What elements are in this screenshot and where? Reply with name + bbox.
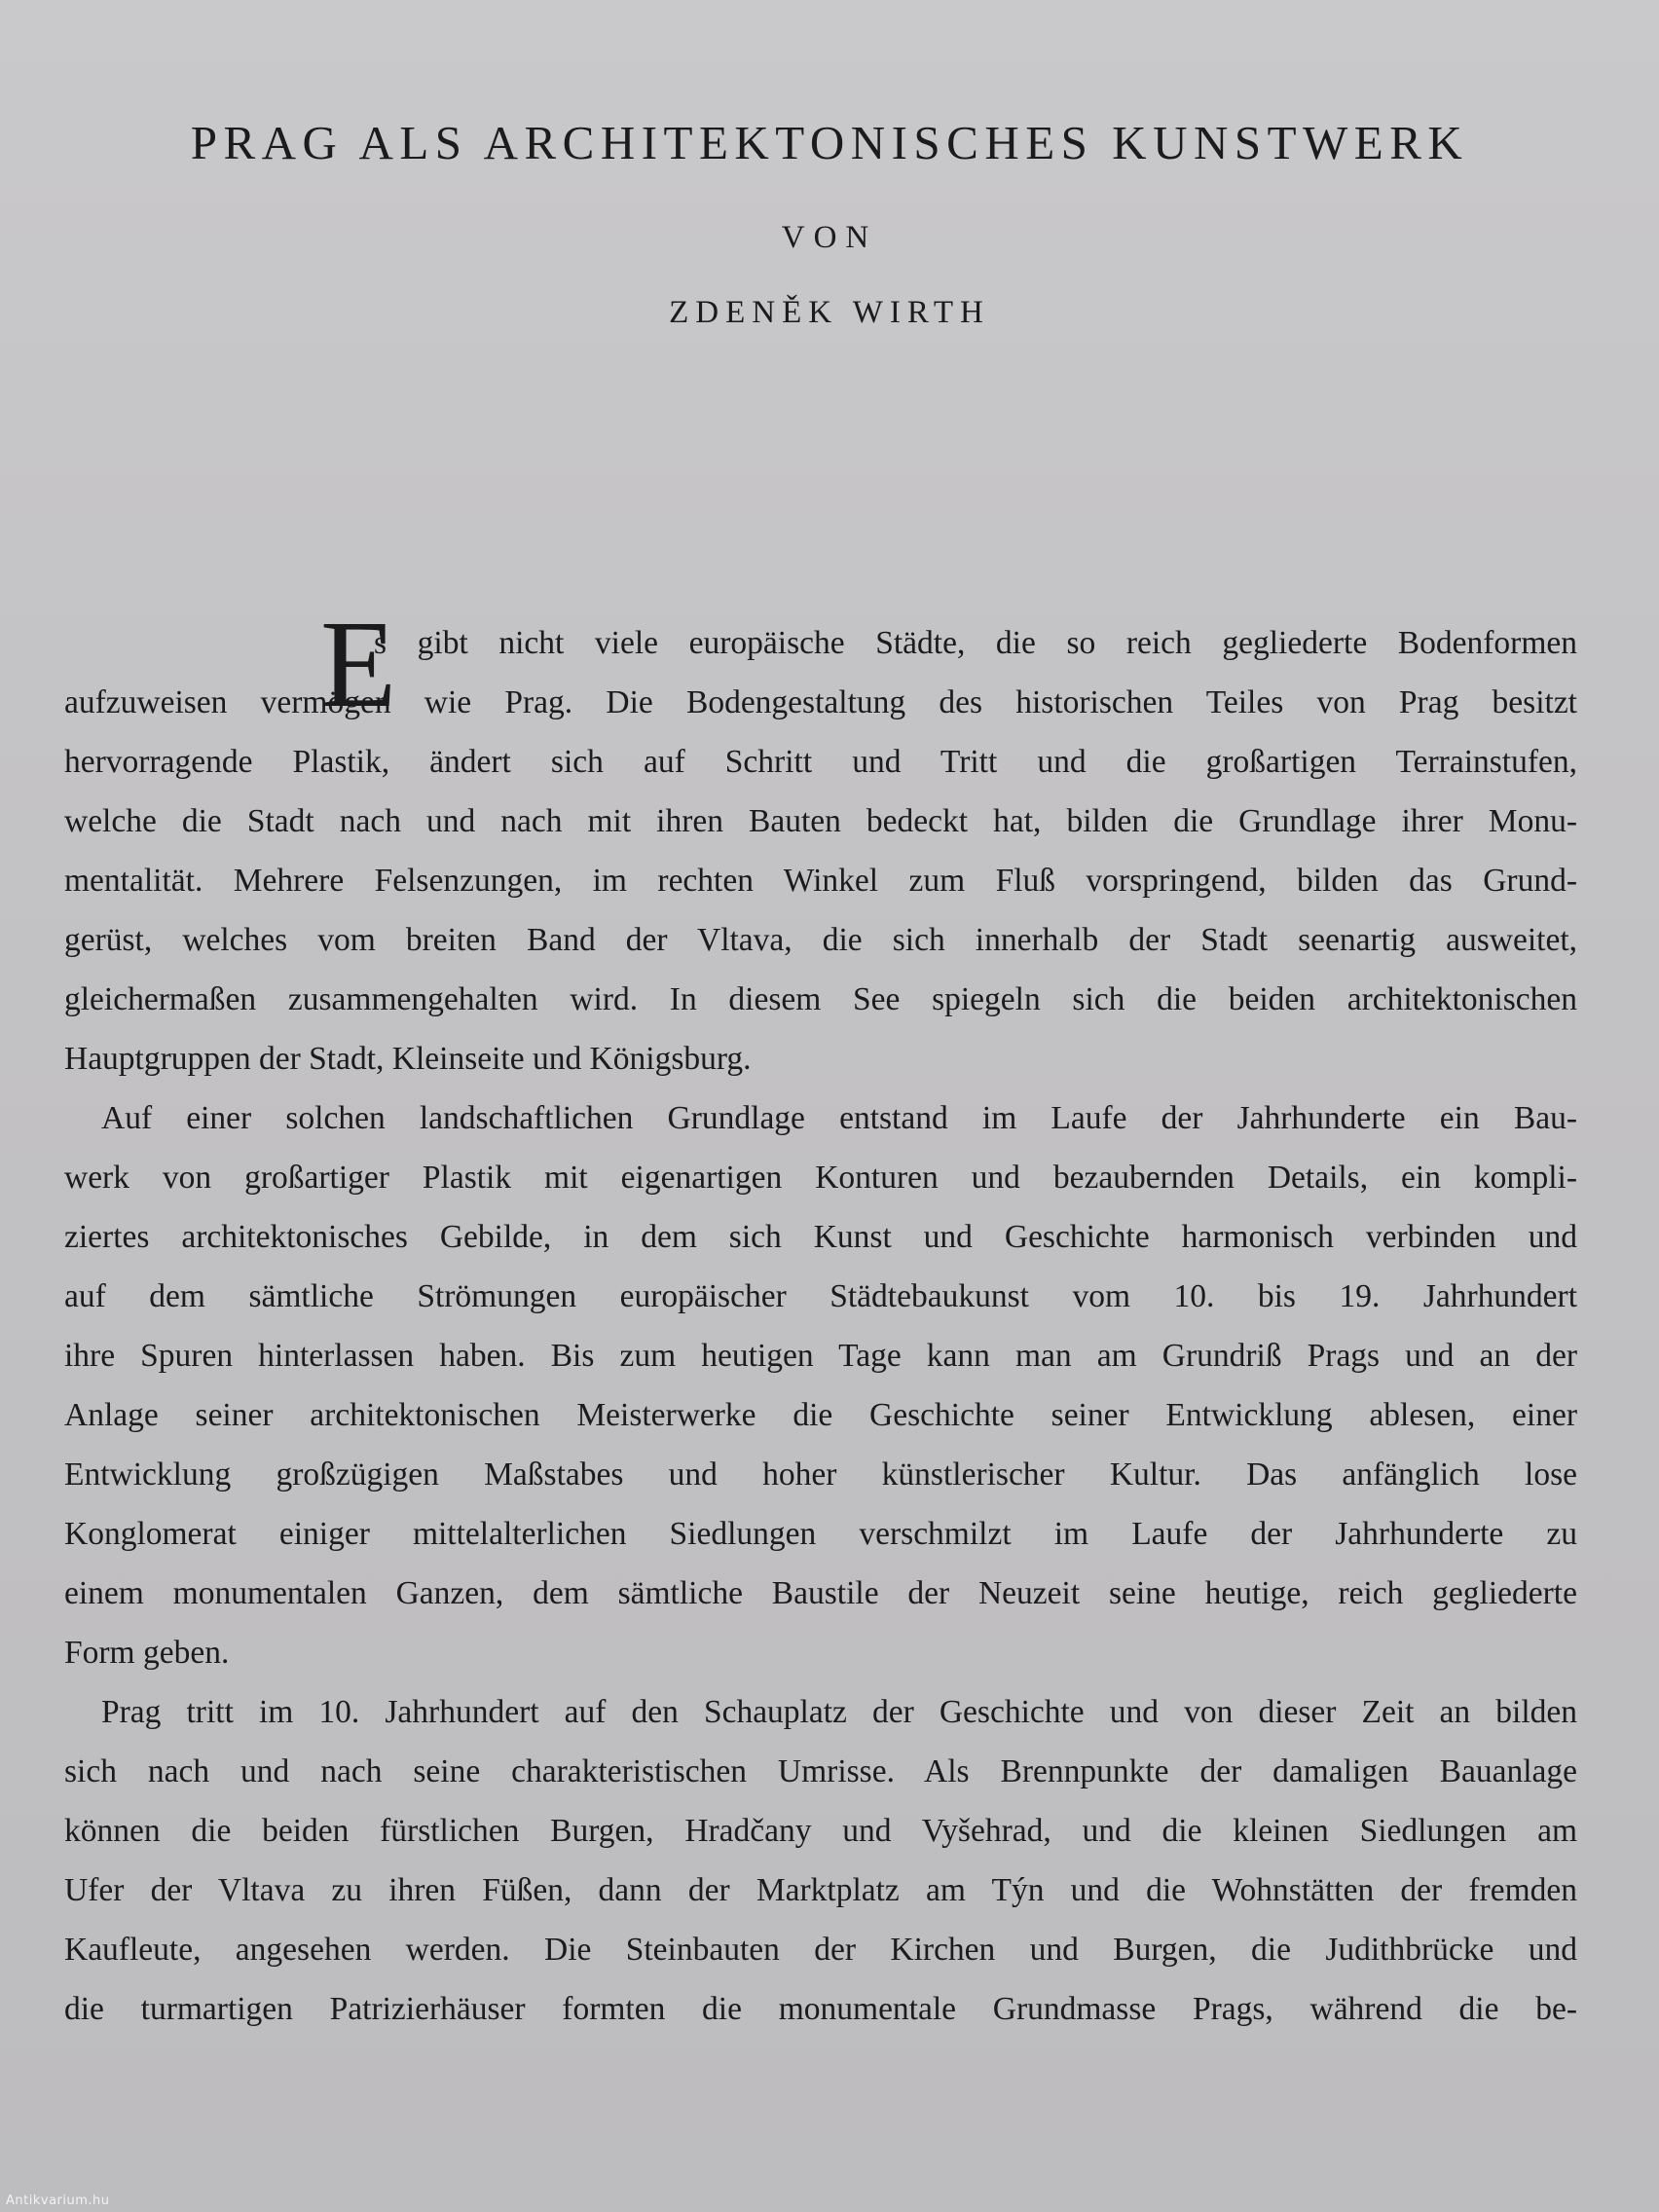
text-line: auf dem sämtliche Strömungen europäischer Städtebaukunst vom 10. bis 19. Jahrhundert [64, 1278, 1577, 1314]
text-line: Anlage seiner architektonischen Meisterwerke die Geschichte seiner Entwicklung ablesen, einer [64, 1397, 1577, 1433]
text-line: aufzuweisen vermögen wie Prag. Die Bodengestaltung des historischen Teiles von Prag besitzt [64, 684, 1577, 720]
text-line: ihre Spuren hinterlassen haben. Bis zum heutigen Tage kann man am Grundriß Prags und an der [64, 1338, 1577, 1374]
paragraph-2 [64, 1088, 1577, 1682]
text-line: die turmartigen Patrizierhäuser formten die monumentale Grundmasse Prags, während die be- [64, 1991, 1577, 2027]
drop-cap: E [320, 595, 397, 733]
text-line: s gibt nicht viele europäische Städte, die so reich gegliederte Bodenformen [374, 625, 1577, 661]
text-line: können die beiden fürstlichen Burgen, Hradčany und Vyšehrad, und die kleinen Siedlungen am [64, 1813, 1577, 1849]
text-line: gleichermaßen zusammengehalten wird. In diesem See spiegeln sich die beiden architektonischen [64, 981, 1577, 1017]
text-line: gerüst, welches vom breiten Band der Vltava, die sich innerhalb der Stadt seenartig ausweitet, [64, 922, 1577, 958]
text-line: Ufer der Vltava zu ihren Füßen, dann der Marktplatz am Týn und die Wohnstätten der fremden [64, 1872, 1577, 1908]
page-title: PRAG ALS ARCHITEKTONISCHES KUNSTWERK [190, 116, 1469, 169]
text-line: ziertes architektonisches Gebilde, in dem sich Kunst und Geschichte harmonisch verbinden und [64, 1219, 1577, 1255]
text-line: Konglomerat einiger mittelalterlichen Siedlungen verschmilzt im Laufe der Jahrhunderte zu [64, 1516, 1577, 1552]
text-line: Prag tritt im 10. Jahrhundert auf den Schauplatz der Geschichte und von dieser Zeit an bilden [101, 1694, 1577, 1730]
text-line: Hauptgruppen der Stadt, Kleinseite und Königsburg. [64, 1041, 752, 1077]
article-body [64, 595, 1577, 2039]
text-line: welche die Stadt nach und nach mit ihren Bauten bedeckt hat, bilden die Grundlage ihrer Monu- [64, 803, 1577, 839]
text-line: einem monumentalen Ganzen, dem sämtliche Baustile der Neuzeit seine heutige, reich gegliederte [64, 1575, 1577, 1611]
text-line: sich nach und nach seine charakteristischen Umrisse. Als Brennpunkte der damaligen Bauanlage [64, 1753, 1577, 1789]
text-line: mentalität. Mehrere Felsenzungen, im rechten Winkel zum Fluß vorspringend, bilden das Grund- [64, 863, 1577, 899]
text-line: Kaufleute, angesehen werden. Die Steinbauten der Kirchen und Burgen, die Judithbrücke und [64, 1932, 1577, 1968]
text-line: werk von großartiger Plastik mit eigenartigen Konturen und bezaubernden Details, ein kompli- [64, 1160, 1577, 1196]
text-line: Form geben. [64, 1635, 230, 1671]
text-line: Auf einer solchen landschaftlichen Grundlage entstand im Laufe der Jahrhunderte ein Bau- [101, 1100, 1577, 1136]
paragraph-1 [64, 595, 1577, 1088]
byline-von: VON [781, 220, 878, 255]
text-line: Entwicklung großzügigen Maßstabes und hoher künstlerischer Kultur. Das anfänglich lose [64, 1456, 1577, 1493]
text-line: hervorragende Plastik, ändert sich auf Schritt und Tritt und die großartigen Terrainstufen, [64, 744, 1577, 780]
paragraph-3 [64, 1682, 1577, 2039]
watermark-text: Antikvarium.hu [6, 2194, 110, 2208]
author-name: ZDENĚK WIRTH [669, 295, 990, 330]
